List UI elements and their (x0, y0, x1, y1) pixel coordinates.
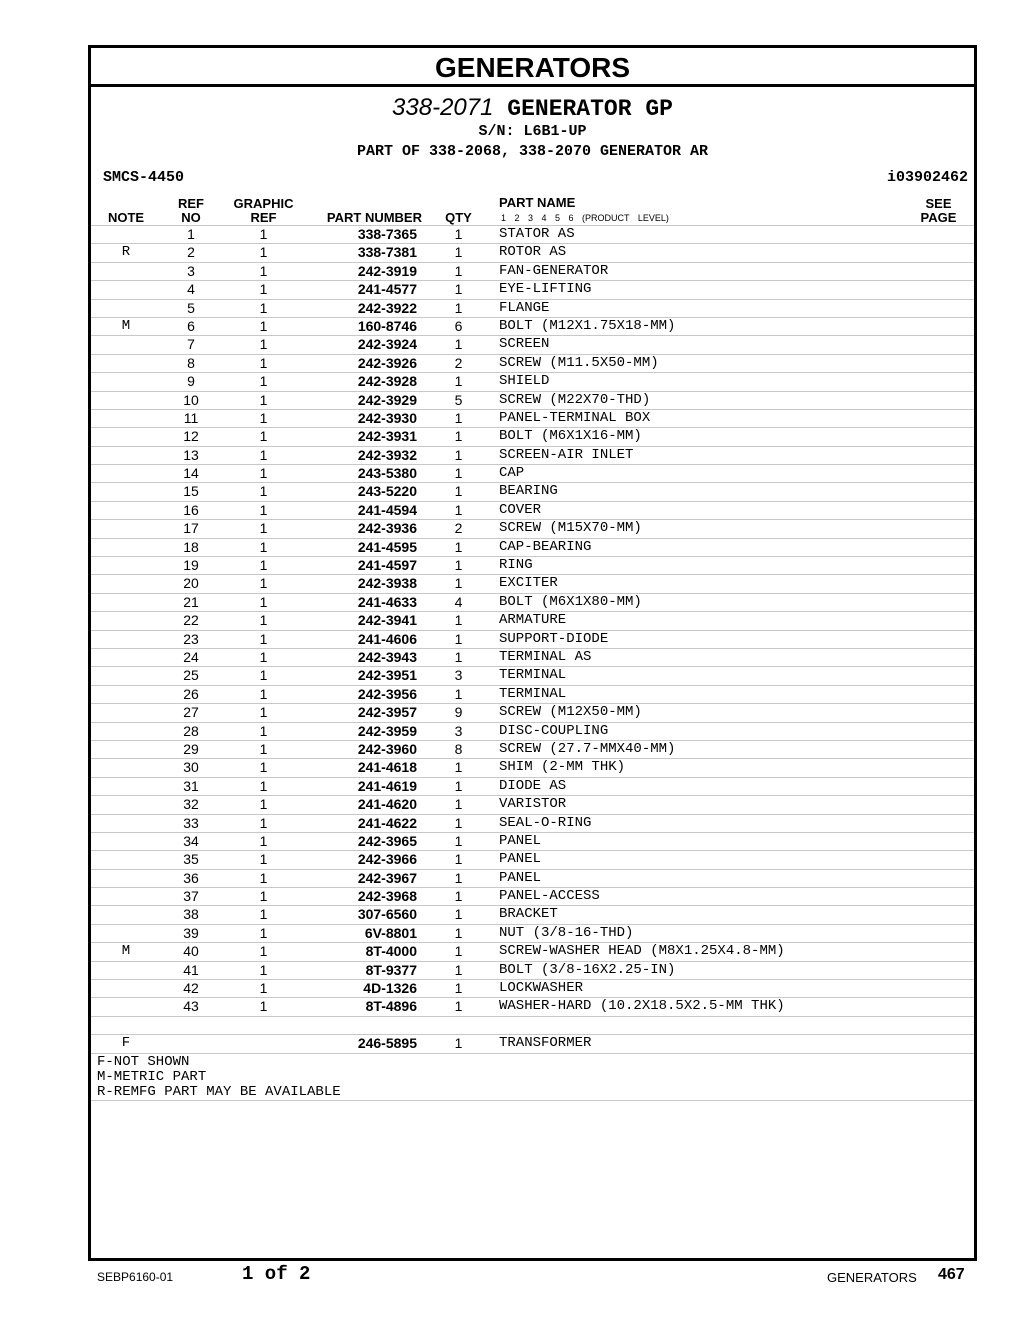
header-graphic-top: GRAPHIC (233, 196, 294, 211)
row-part-number: 8T-9377 (365, 961, 417, 978)
row-graphic-ref: 1 (259, 980, 268, 997)
row-part-number: 307-6560 (357, 906, 417, 923)
part-of-line: PART OF 338-2068, 338-2070 GENERATOR AR (356, 143, 709, 160)
header-note: NOTE (107, 210, 145, 225)
header-qty: QTY (445, 210, 472, 225)
row-part-name: SCREW (M12X50-MM) (499, 704, 642, 721)
row-qty: 1 (454, 796, 463, 813)
footer-doc-id: SEBP6160-01 (97, 1270, 174, 1284)
row-part-name: BOLT (M6X1X16-MM) (499, 428, 642, 445)
table-row (91, 832, 974, 850)
row-note: F (121, 1035, 131, 1052)
row-part-number: 242-3922 (357, 299, 417, 316)
row-part-name: SCREW (M11.5X50-MM) (499, 354, 659, 371)
row-graphic-ref: 1 (259, 226, 268, 242)
table-row (91, 299, 974, 317)
row-part-name: PANEL-ACCESS (499, 888, 600, 905)
row-graphic-ref: 1 (259, 796, 268, 813)
row-part-number: 8T-4000 (365, 943, 417, 960)
note-line: R-REMFG PART MAY BE AVAILABLE (97, 1083, 341, 1100)
table-row (91, 685, 974, 703)
section-title: GENERATORS (91, 48, 974, 87)
row-part-number: 242-3932 (357, 446, 417, 463)
table-row (91, 887, 974, 905)
row-part-number: 8T-4896 (365, 998, 417, 1015)
table-row (91, 538, 974, 556)
row-ref-no: 32 (183, 796, 199, 813)
row-qty: 1 (454, 538, 463, 555)
row-qty: 1 (454, 226, 463, 242)
row-qty: 1 (454, 851, 463, 868)
table-row (91, 942, 974, 960)
table-row (91, 280, 974, 298)
row-ref-no: 34 (183, 832, 199, 849)
row-graphic-ref: 1 (259, 943, 268, 960)
row-ref-no: 29 (183, 740, 199, 757)
row-qty: 1 (454, 299, 463, 316)
row-qty: 1 (454, 777, 463, 794)
row-qty: 1 (454, 980, 463, 997)
table-row (91, 795, 974, 813)
row-qty: 1 (454, 814, 463, 831)
row-qty: 3 (454, 667, 463, 684)
row-ref-no: 18 (183, 538, 199, 555)
header-product-level: 1 2 3 4 5 6 (PRODUCT LEVEL) (501, 213, 669, 223)
row-ref-no: 42 (183, 980, 199, 997)
row-part-number: 243-5220 (357, 483, 417, 500)
table-row (91, 243, 974, 261)
footer-page-number: 467 (938, 1266, 965, 1283)
row-part-name: VARISTOR (499, 796, 567, 813)
row-graphic-ref: 1 (259, 244, 268, 261)
row-qty: 1 (454, 1035, 463, 1052)
row-part-number: 242-3928 (357, 373, 417, 390)
page-frame (88, 45, 977, 1261)
row-part-name: ROTOR AS (499, 244, 567, 261)
row-graphic-ref: 1 (259, 538, 268, 555)
table-row (91, 262, 974, 280)
row-ref-no: 17 (183, 520, 199, 537)
row-part-name: SEAL-O-RING (499, 814, 592, 831)
row-part-number: 241-4595 (357, 538, 417, 555)
row-part-number: 241-4594 (357, 501, 417, 518)
row-part-number: 242-3959 (357, 722, 417, 739)
row-qty: 1 (454, 336, 463, 353)
row-part-number: 338-7365 (357, 226, 417, 242)
row-part-number: 241-4622 (357, 814, 417, 831)
row-part-name: PANEL (499, 851, 542, 868)
header-ref-bottom: NO (181, 210, 201, 225)
row-graphic-ref: 1 (259, 446, 268, 463)
table-row (91, 648, 974, 666)
row-ref-no: 37 (183, 888, 199, 905)
row-ref-no: 2 (187, 244, 195, 261)
row-ref-no: 21 (183, 593, 199, 610)
row-part-name: BOLT (M12X1.75X18-MM) (499, 317, 676, 334)
row-graphic-ref: 1 (259, 409, 268, 426)
table-row (91, 1034, 974, 1052)
header-graphic-bottom: REF (250, 210, 277, 225)
row-ref-no: 20 (183, 575, 199, 592)
table-row (91, 961, 974, 979)
row-graphic-ref: 1 (259, 814, 268, 831)
row-qty: 6 (454, 317, 463, 334)
row-graphic-ref: 1 (259, 557, 268, 574)
row-part-number: 241-4577 (357, 281, 417, 298)
table-row (91, 225, 974, 243)
row-graphic-ref: 1 (259, 483, 268, 500)
row-graphic-ref: 1 (259, 428, 268, 445)
row-ref-no: 39 (183, 924, 199, 941)
row-part-name: CAP-BEARING (499, 538, 592, 555)
table-row (91, 758, 974, 776)
row-ref-no: 14 (183, 465, 199, 482)
row-ref-no: 12 (183, 428, 199, 445)
row-graphic-ref: 1 (259, 336, 268, 353)
row-part-number: 241-4606 (357, 630, 417, 647)
row-part-number: 243-5380 (357, 465, 417, 482)
row-ref-no: 31 (183, 777, 199, 794)
row-part-name: SCREW (27.7-MMX40-MM) (499, 740, 676, 757)
illustration-id: i03902462 (886, 169, 968, 186)
row-ref-no: 4 (187, 281, 195, 298)
row-part-name: CAP (499, 465, 525, 482)
table-row (91, 574, 974, 592)
row-qty: 1 (454, 630, 463, 647)
row-part-name: DIODE AS (499, 777, 567, 794)
row-graphic-ref: 1 (259, 777, 268, 794)
row-graphic-ref: 1 (259, 924, 268, 941)
row-part-name: NUT (3/8-16-THD) (499, 924, 634, 941)
header-part-name: PART NAME (499, 195, 576, 210)
table-row (91, 335, 974, 353)
row-part-number: 241-4633 (357, 593, 417, 610)
row-qty: 9 (454, 704, 463, 721)
row-part-name: WASHER-HARD (10.2X18.5X2.5-MM THK) (499, 998, 785, 1015)
row-qty: 1 (454, 961, 463, 978)
row-ref-no: 5 (187, 299, 195, 316)
row-graphic-ref: 1 (259, 906, 268, 923)
row-part-number: 242-3957 (357, 704, 417, 721)
parts-rows (91, 225, 974, 1053)
row-part-number: 241-4619 (357, 777, 417, 794)
row-qty: 1 (454, 906, 463, 923)
row-graphic-ref: 1 (259, 685, 268, 702)
row-qty: 8 (454, 740, 463, 757)
row-part-name: BEARING (499, 483, 558, 500)
row-ref-no: 30 (183, 759, 199, 776)
row-qty: 1 (454, 685, 463, 702)
row-part-number: 241-4618 (357, 759, 417, 776)
row-part-name: LOCKWASHER (499, 980, 584, 997)
row-part-name: SHIM (2-MM THK) (499, 759, 626, 776)
row-qty: 1 (454, 483, 463, 500)
row-note: M (121, 317, 131, 334)
row-part-number: 242-3919 (357, 262, 417, 279)
row-qty: 1 (454, 373, 463, 390)
row-graphic-ref: 1 (259, 722, 268, 739)
table-row (91, 997, 974, 1015)
table-row (91, 519, 974, 537)
row-part-name: COVER (499, 501, 542, 518)
row-part-number: 242-3938 (357, 575, 417, 592)
row-part-number: 6V-8801 (364, 924, 417, 941)
row-part-name: ARMATURE (499, 612, 567, 629)
row-part-number: 242-3924 (357, 336, 417, 353)
row-ref-no: 3 (187, 262, 195, 279)
row-part-number: 160-8746 (357, 317, 417, 334)
row-part-number: 338-7381 (357, 244, 417, 261)
footer-page-of: 1 of 2 (242, 1263, 311, 1285)
row-ref-no: 6 (187, 317, 195, 334)
row-part-number: 242-3966 (357, 851, 417, 868)
row-part-name: BRACKET (499, 906, 558, 923)
row-part-name: SCREEN-AIR INLET (499, 446, 634, 463)
row-part-name: BOLT (3/8-16X2.25-IN) (499, 961, 676, 978)
row-qty: 1 (454, 869, 463, 886)
table-row (91, 501, 974, 519)
row-part-name: TRANSFORMER (499, 1035, 592, 1052)
table-row (91, 740, 974, 758)
table-row (91, 722, 974, 740)
row-graphic-ref: 1 (259, 630, 268, 647)
row-part-name: BOLT (M6X1X80-MM) (499, 593, 642, 610)
row-graphic-ref: 1 (259, 759, 268, 776)
header-see-bottom: PAGE (920, 210, 957, 225)
row-part-number: 4D-1326 (363, 980, 417, 997)
row-qty: 1 (454, 648, 463, 665)
row-graphic-ref: 1 (259, 520, 268, 537)
row-graphic-ref: 1 (259, 648, 268, 665)
row-ref-no: 43 (183, 998, 199, 1015)
row-ref-no: 9 (187, 373, 195, 390)
row-part-name: TERMINAL AS (499, 648, 592, 665)
row-part-name: EYE-LIFTING (499, 281, 592, 298)
table-row (91, 317, 974, 335)
row-qty: 1 (454, 281, 463, 298)
row-qty: 1 (454, 575, 463, 592)
row-part-number: 246-5895 (357, 1035, 417, 1052)
row-ref-no: 41 (183, 961, 199, 978)
note-line: F-NOT SHOWN (97, 1053, 190, 1070)
table-row (91, 869, 974, 887)
row-qty: 1 (454, 446, 463, 463)
row-part-name: SCREW (M22X70-THD) (499, 391, 651, 408)
row-part-number: 242-3965 (357, 832, 417, 849)
row-ref-no: 33 (183, 814, 199, 831)
row-ref-no: 38 (183, 906, 199, 923)
row-ref-no: 1 (187, 226, 195, 242)
row-qty: 1 (454, 501, 463, 518)
row-part-number: 242-3951 (357, 667, 417, 684)
row-part-name: SUPPORT-DIODE (499, 630, 609, 647)
table-row (91, 666, 974, 684)
row-qty: 1 (454, 465, 463, 482)
row-qty: 1 (454, 612, 463, 629)
row-part-name: PANEL-TERMINAL BOX (499, 409, 651, 426)
row-ref-no: 35 (183, 851, 199, 868)
table-row (91, 979, 974, 997)
row-qty: 1 (454, 244, 463, 261)
serial-number: S/N: L6B1-UP (478, 123, 587, 140)
row-part-name: TERMINAL (499, 685, 567, 702)
group-name: GENERATOR GP (507, 96, 673, 122)
row-ref-no: 27 (183, 704, 199, 721)
table-row (91, 703, 974, 721)
row-graphic-ref: 1 (259, 704, 268, 721)
row-graphic-ref: 1 (259, 391, 268, 408)
row-graphic-ref: 1 (259, 888, 268, 905)
row-part-number: 242-3960 (357, 740, 417, 757)
row-part-number: 242-3968 (357, 888, 417, 905)
table-row (91, 777, 974, 795)
row-ref-no: 13 (183, 446, 199, 463)
row-qty: 3 (454, 722, 463, 739)
row-note: R (121, 244, 131, 261)
row-part-name: SCREW (M15X70-MM) (499, 520, 642, 537)
table-row (91, 391, 974, 409)
row-part-name: EXCITER (499, 575, 558, 592)
row-part-name: SCREW-WASHER HEAD (M8X1.25X4.8-MM) (499, 943, 785, 960)
row-graphic-ref: 1 (259, 740, 268, 757)
table-row (91, 905, 974, 923)
row-part-name: PANEL (499, 832, 542, 849)
group-title (91, 94, 974, 122)
row-part-name: TERMINAL (499, 667, 567, 684)
row-part-name: DISC-COUPLING (499, 722, 609, 739)
row-graphic-ref: 1 (259, 612, 268, 629)
table-row (91, 482, 974, 500)
table-row (91, 464, 974, 482)
row-part-number: 242-3943 (357, 648, 417, 665)
header-see-top: SEE (925, 196, 952, 211)
row-qty: 1 (454, 924, 463, 941)
table-row (91, 611, 974, 629)
row-part-number: 242-3967 (357, 869, 417, 886)
row-graphic-ref: 1 (259, 262, 268, 279)
row-qty: 1 (454, 428, 463, 445)
row-part-name: FAN-GENERATOR (499, 262, 609, 279)
row-ref-no: 25 (183, 667, 199, 684)
row-graphic-ref: 1 (259, 501, 268, 518)
row-part-name: STATOR AS (499, 226, 575, 242)
table-row (91, 372, 974, 390)
row-qty: 1 (454, 888, 463, 905)
row-ref-no: 10 (183, 391, 199, 408)
row-part-name: PANEL (499, 869, 542, 886)
header-ref-top: REF (178, 196, 204, 211)
row-ref-no: 19 (183, 557, 199, 574)
row-qty: 1 (454, 409, 463, 426)
note-line: M-METRIC PART (97, 1068, 207, 1085)
parts-list (91, 225, 974, 1101)
row-graphic-ref: 1 (259, 667, 268, 684)
row-part-number: 242-3941 (357, 612, 417, 629)
row-graphic-ref: 1 (259, 998, 268, 1015)
row-graphic-ref: 1 (259, 299, 268, 316)
row-graphic-ref: 1 (259, 317, 268, 334)
row-qty: 2 (454, 520, 463, 537)
row-graphic-ref: 1 (259, 354, 268, 371)
row-qty: 1 (454, 262, 463, 279)
row-part-name: SHIELD (499, 373, 550, 390)
footer-section: GENERATORS (827, 1270, 917, 1285)
row-qty: 1 (454, 557, 463, 574)
row-qty: 1 (454, 759, 463, 776)
row-ref-no: 26 (183, 685, 199, 702)
row-ref-no: 36 (183, 869, 199, 886)
row-ref-no: 7 (187, 336, 195, 353)
row-part-number: 242-3931 (357, 428, 417, 445)
row-part-number: 241-4597 (357, 557, 417, 574)
table-row (91, 593, 974, 611)
row-qty: 1 (454, 998, 463, 1015)
row-part-number: 242-3936 (357, 520, 417, 537)
row-graphic-ref: 1 (259, 373, 268, 390)
row-ref-no: 24 (183, 648, 199, 665)
row-part-number: 242-3956 (357, 685, 417, 702)
row-part-number: 242-3930 (357, 409, 417, 426)
row-part-name: SCREEN (499, 336, 550, 353)
table-row (91, 427, 974, 445)
table-row (91, 1016, 974, 1034)
table-row (91, 446, 974, 464)
row-ref-no: 15 (183, 483, 199, 500)
row-ref-no: 40 (183, 943, 199, 960)
table-row (91, 850, 974, 868)
row-part-name: RING (499, 557, 533, 574)
row-qty: 1 (454, 943, 463, 960)
row-graphic-ref: 1 (259, 869, 268, 886)
row-graphic-ref: 1 (259, 593, 268, 610)
row-graphic-ref: 1 (259, 465, 268, 482)
row-ref-no: 11 (183, 409, 199, 426)
row-note: M (121, 943, 131, 960)
row-ref-no: 8 (187, 354, 195, 371)
header-part-number: PART NUMBER (326, 210, 422, 225)
row-ref-no: 16 (183, 501, 199, 518)
row-graphic-ref: 1 (259, 281, 268, 298)
smcs-code: SMCS-4450 (103, 169, 185, 186)
row-graphic-ref: 1 (259, 851, 268, 868)
row-part-name: FLANGE (499, 299, 550, 316)
table-row (91, 924, 974, 942)
row-part-number: 241-4620 (357, 796, 417, 813)
table-row (91, 814, 974, 832)
table-row (91, 354, 974, 372)
table-row (91, 556, 974, 574)
row-ref-no: 23 (183, 630, 199, 647)
notes-block (91, 1053, 974, 1101)
row-qty: 1 (454, 832, 463, 849)
row-qty: 2 (454, 354, 463, 371)
row-graphic-ref: 1 (259, 575, 268, 592)
row-qty: 5 (454, 391, 463, 408)
row-qty: 4 (454, 593, 463, 610)
row-ref-no: 22 (183, 612, 199, 629)
table-row (91, 409, 974, 427)
group-number: 338-2071 (392, 94, 494, 121)
row-part-number: 242-3926 (357, 354, 417, 371)
row-ref-no: 28 (183, 722, 199, 739)
row-graphic-ref: 1 (259, 961, 268, 978)
row-part-number: 242-3929 (357, 391, 417, 408)
row-graphic-ref: 1 (259, 832, 268, 849)
table-row (91, 630, 974, 648)
